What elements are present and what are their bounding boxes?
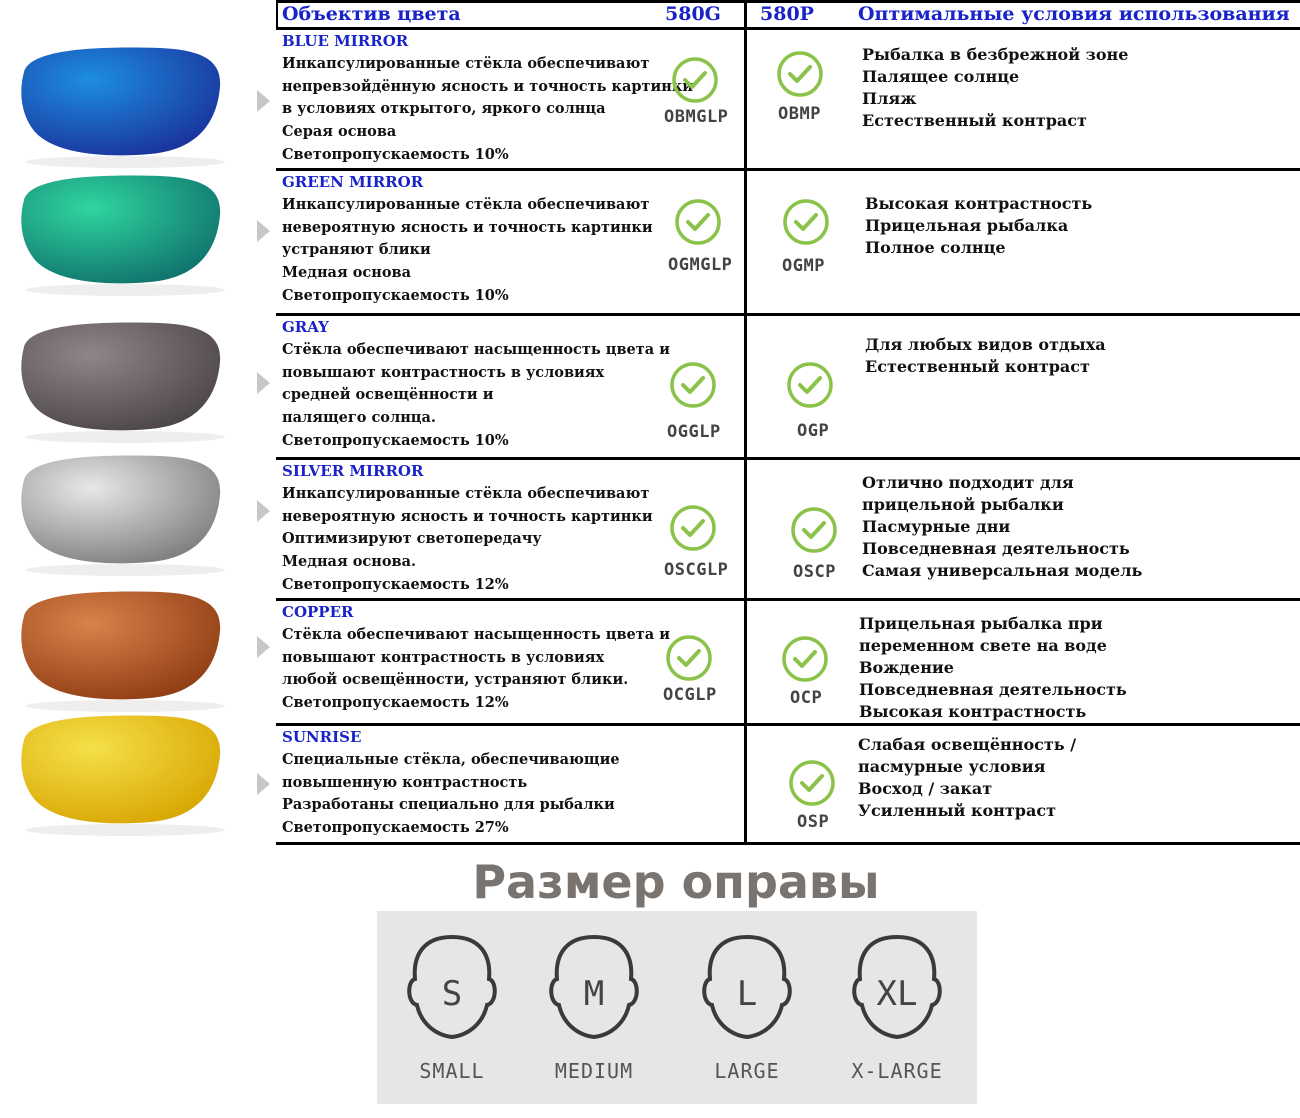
lens-name: SUNRISE (282, 728, 362, 746)
frame-size-medium (529, 931, 659, 1083)
lens-name: BLUE MIRROR (282, 32, 409, 50)
size-letter: L (736, 974, 758, 1014)
lens-description-line: палящего солнца. (282, 409, 436, 427)
lens-description (282, 460, 662, 597)
lens-description-line: невероятную ясность и точность картинки (282, 218, 653, 236)
usage-condition-item: Высокая контрастность (859, 702, 1087, 721)
usage-condition-item: прицельной рыбалки (862, 495, 1064, 514)
model-code-580p: OSP (797, 812, 830, 832)
usage-condition-item: Прицельная рыбалка (865, 216, 1069, 235)
lens-swatch (10, 42, 230, 172)
size-letter: M (583, 974, 605, 1014)
model-code-580p: OCP (790, 688, 823, 708)
frame-size-small (387, 931, 517, 1083)
lens-description-line: Оптимизируют светопередачу (282, 530, 542, 548)
lens-description-line: повышают контрастность в условиях (282, 648, 605, 666)
lens-description-line: Светопропускаемость 10% (282, 431, 509, 449)
check-icon-580g (668, 360, 718, 410)
lens-description-line: средней освещённости и (282, 386, 494, 404)
usage-conditions (865, 334, 1106, 378)
lens-description-line: повышают контрастность в условиях (282, 363, 605, 381)
check-icon-580p (785, 360, 835, 410)
column-divider (744, 0, 747, 845)
lens-description-line: Инкапсулированные стёкла обеспечивают (282, 195, 650, 213)
lens-description-line: Разработаны специально для рыбалки (282, 796, 615, 814)
usage-condition-item: пасмурные условия (858, 757, 1046, 776)
size-label: LARGE (714, 1059, 780, 1083)
head-outline-icon (387, 931, 517, 1051)
frame-size-title: Размер оправы (472, 855, 880, 909)
usage-condition-item: Слабая освещённость / (858, 735, 1077, 754)
lens-description-line: Светопропускаемость 10% (282, 286, 509, 304)
frame-size-x-large (832, 931, 962, 1083)
model-code-580p: OBMP (778, 104, 821, 124)
usage-condition-item: Естественный контраст (862, 111, 1087, 130)
lens-description-line: Медная основа (282, 264, 411, 282)
lens-name: GRAY (282, 318, 329, 336)
table-bottom-divider (276, 842, 1300, 845)
lens-description-line: непревзойдённую ясность и точность картинки (282, 77, 694, 95)
lens-description-line: Медная основа. (282, 553, 417, 571)
size-label: MEDIUM (554, 1059, 634, 1083)
usage-condition-item: Для любых видов отдыха (865, 335, 1106, 354)
check-icon-580p (775, 49, 825, 99)
head-outline-icon (832, 931, 962, 1051)
lens-description-line: любой освещённости, устраняют блики. (282, 671, 629, 689)
lens-description-line: Светопропускаемость 12% (282, 694, 509, 712)
row-arrow-icon (257, 773, 270, 795)
usage-condition-item: Палящее солнце (862, 67, 1020, 86)
lens-swatch (10, 710, 230, 840)
column-header-use: Оптимальные условия использования (858, 3, 1290, 25)
check-icon-580g (670, 55, 720, 105)
usage-condition-item: Полное солнце (865, 238, 1006, 257)
lens-name: COPPER (282, 603, 354, 621)
usage-condition-item: Прицельная рыбалка при (859, 614, 1103, 633)
frame-size-large (682, 931, 812, 1083)
lens-description-line: Стёкла обеспечивают насыщенность цвета и (282, 625, 670, 643)
lens-description (282, 30, 694, 167)
lens-description (282, 726, 662, 840)
model-code-580g: OSCGLP (664, 560, 729, 580)
usage-conditions (859, 613, 1127, 723)
usage-condition-item: Отлично подходит для (862, 473, 1074, 492)
lens-swatch (10, 586, 230, 716)
column-header-580g: 580G (665, 3, 721, 25)
lens-description-line: Инкапсулированные стёкла обеспечивают (282, 484, 650, 502)
lens-description-line: невероятную ясность и точность картинки (282, 507, 653, 525)
usage-condition-item: Самая универсальная модель (862, 561, 1143, 580)
lens-description (282, 171, 662, 308)
usage-conditions (858, 734, 1076, 822)
check-icon-580g (673, 197, 723, 247)
lens-swatch (10, 170, 230, 300)
usage-condition-item: Усиленный контраст (858, 801, 1057, 820)
lens-swatch (10, 450, 230, 580)
size-letter: S (441, 974, 463, 1014)
row-arrow-icon (257, 90, 270, 112)
lens-description-line: Светопропускаемость 12% (282, 575, 509, 593)
usage-condition-item: переменном свете на воде (859, 636, 1107, 655)
row-arrow-icon (257, 220, 270, 242)
model-code-580p: OGMP (782, 256, 825, 276)
check-icon-580p (789, 505, 839, 555)
model-code-580g: OCGLP (663, 685, 717, 705)
model-code-580g: OGMGLP (668, 255, 733, 275)
usage-condition-item: Высокая контрастность (865, 194, 1093, 213)
usage-condition-item: Естественный контраст (865, 357, 1090, 376)
lens-description-line: Серая основа (282, 123, 397, 141)
lens-description-line: повышенную контрастность (282, 773, 528, 791)
header-top-divider (276, 0, 1300, 3)
usage-condition-item: Вождение (859, 658, 954, 677)
model-code-580p: OSCP (793, 562, 836, 582)
usage-condition-item: Повседневная деятельность (859, 680, 1127, 699)
row-arrow-icon (257, 500, 270, 522)
lens-description (282, 316, 670, 453)
size-label: SMALL (419, 1059, 485, 1083)
usage-conditions (862, 44, 1128, 132)
model-code-580g: OBMGLP (664, 107, 729, 127)
usage-conditions (862, 472, 1142, 582)
size-label: X-LARGE (851, 1059, 943, 1083)
check-icon-580g (664, 633, 714, 683)
lens-description-line: Специальные стёкла, обеспечивающие (282, 750, 620, 768)
lens-description-line: Стёкла обеспечивают насыщенность цвета и (282, 340, 670, 358)
column-header-580p: 580P (760, 3, 814, 25)
row-arrow-icon (257, 372, 270, 394)
frame-size-panel (377, 911, 977, 1104)
size-letter: XL (876, 974, 918, 1014)
usage-condition-item: Пасмурные дни (862, 517, 1011, 536)
check-icon-580p (780, 634, 830, 684)
lens-description-line: устраняют блики (282, 241, 431, 259)
lens-swatch (10, 317, 230, 447)
lens-description-line: в условиях открытого, яркого солнца (282, 100, 606, 118)
column-divider (276, 0, 278, 28)
usage-condition-item: Восход / закат (858, 779, 993, 798)
lens-description (282, 601, 670, 715)
lens-description-line: Инкапсулированные стёкла обеспечивают (282, 54, 650, 72)
column-header-lens: Объектив цвета (282, 3, 461, 25)
check-icon-580g (668, 503, 718, 553)
usage-conditions (865, 193, 1092, 259)
row-arrow-icon (257, 636, 270, 658)
head-outline-icon (529, 931, 659, 1051)
usage-condition-item: Пляж (862, 89, 917, 108)
usage-condition-item: Рыбалка в безбрежной зоне (862, 45, 1129, 64)
check-icon-580p (787, 758, 837, 808)
check-icon-580p (781, 197, 831, 247)
lens-description-line: Светопропускаемость 27% (282, 819, 509, 837)
usage-condition-item: Повседневная деятельность (862, 539, 1130, 558)
model-code-580p: OGP (797, 421, 830, 441)
lens-description-line: Светопропускаемость 10% (282, 145, 509, 163)
lens-name: SILVER MIRROR (282, 462, 424, 480)
model-code-580g: OGGLP (667, 422, 721, 442)
lens-name: GREEN MIRROR (282, 173, 424, 191)
head-outline-icon (682, 931, 812, 1051)
